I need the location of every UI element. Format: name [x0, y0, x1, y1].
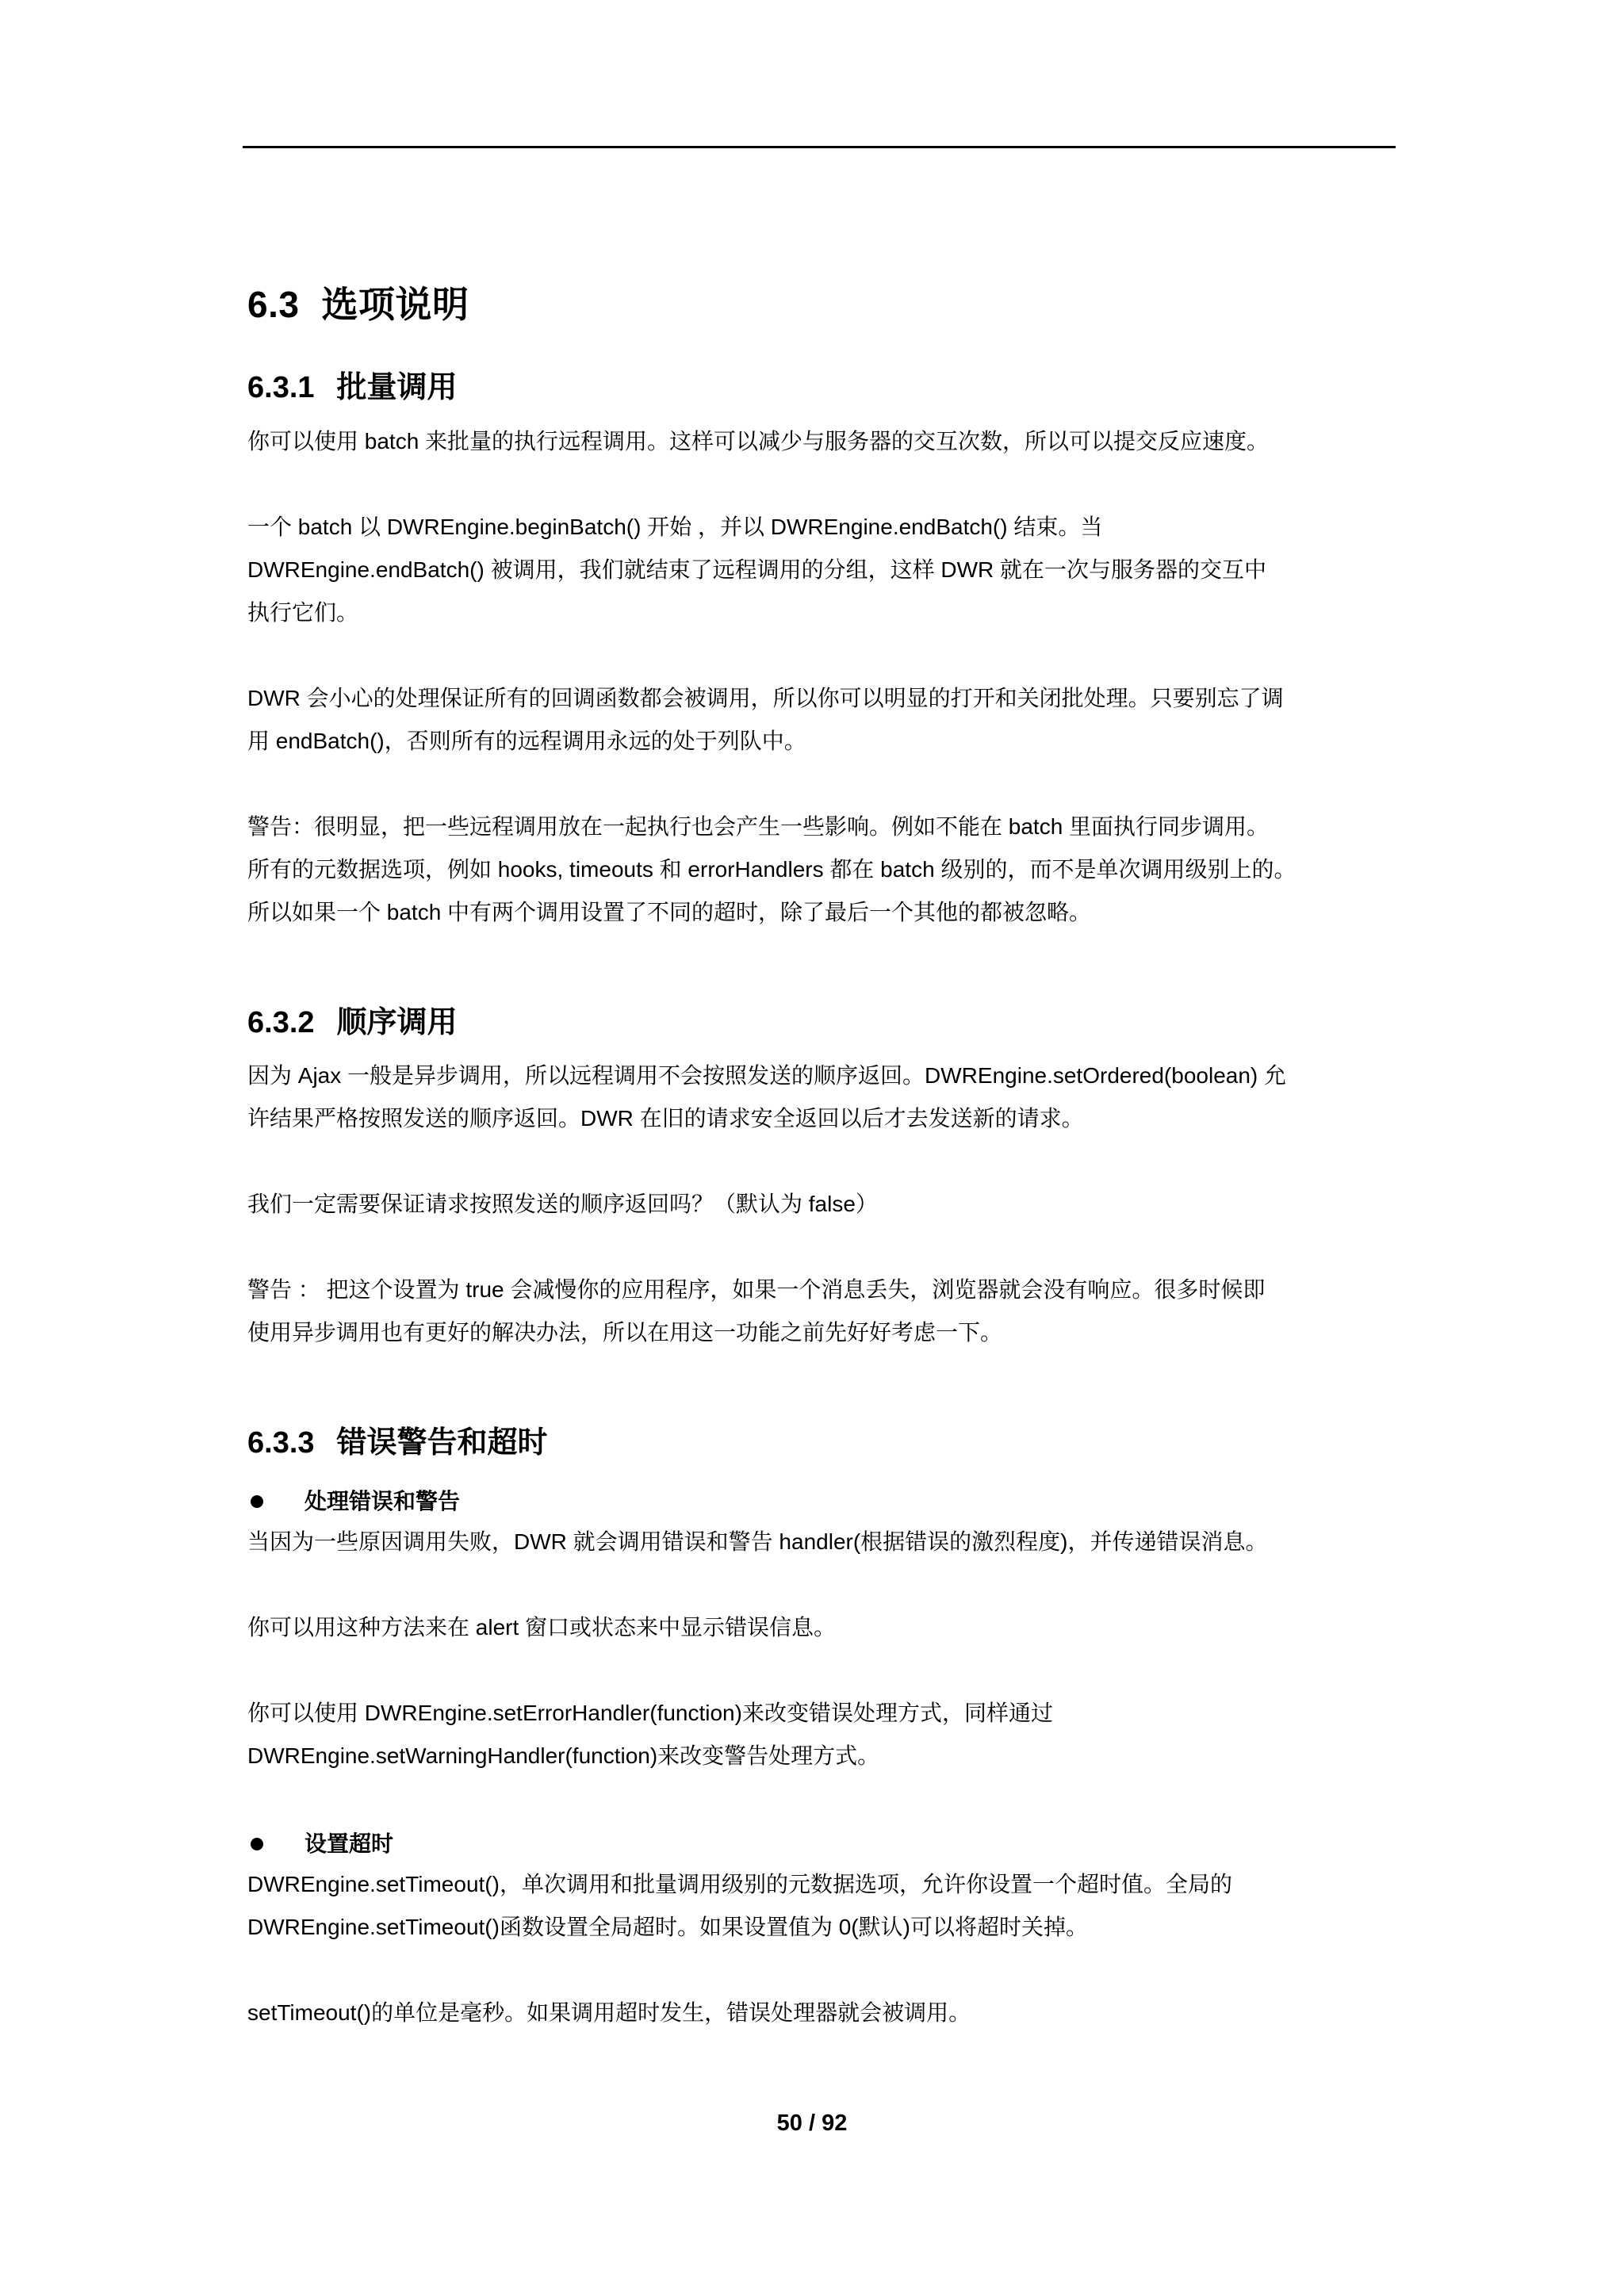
section-title: 选项说明: [321, 284, 469, 325]
subsection-heading-6-3-3: [247, 1418, 548, 1461]
subsection-title: 顺序调用: [336, 1006, 458, 1039]
paragraph-ordered-question: 我们一定需要保证请求按照发送的顺序返回吗？（默认为 false）: [247, 1192, 878, 1216]
section-number: 6.3: [247, 284, 300, 325]
subsection-number: 6.3.3: [247, 1426, 315, 1460]
bullet-dot-icon: [251, 1495, 263, 1508]
paragraph-set-timeout: DWREngine.setTimeout()，单次调用和批量调用级别的元数据选项，允许你设置一个超时值。全局的 DWREngine.setTimeout()函数设置全局超时。如果设置值为 0(默认)可以将超时关掉。: [247, 1872, 1232, 1939]
bullet-label: 设置超时: [304, 1831, 394, 1856]
paragraph-batch-begin-end: 一个 batch 以 DWREngine.beginBatch() 开始 ，并以 DWREngine.endBatch() 结束。当 DWREngine.endBatch() 被调用，我们就结束了远程调用的分组，这样 DWR 就在一次与服务器的交互中 执行它们。: [247, 515, 1267, 625]
header-rule: [243, 146, 1396, 148]
bullet-timeout: [247, 1827, 393, 1858]
bullet-error-warning: [247, 1484, 460, 1516]
subsection-title: 批量调用: [336, 371, 458, 404]
paragraph-ordered-warning: 警告 ： 把这个设置为 true 会减慢你的应用程序，如果一个消息丢失，浏览器就会没有响应。很多时候即 使用异步调用也有更好的解决办法，所以在用这一功能之前先好好考虑一下。: [247, 1277, 1266, 1345]
subsection-number: 6.3.1: [247, 371, 315, 404]
subsection-heading-6-3-1: [247, 362, 458, 406]
subsection-number: 6.3.2: [247, 1006, 315, 1039]
paragraph-batch-intro: 你可以使用 batch 来批量的执行远程调用。这样可以减少与服务器的交互次数，所以可以提交反应速度。: [247, 429, 1270, 453]
subsection-title: 错误警告和超时: [336, 1426, 548, 1460]
subsection-heading-6-3-2: [247, 997, 458, 1041]
paragraph-error-handler: 当因为一些原因调用失败，DWR 就会调用错误和警告 handler(根据错误的激烈程度)，并传递错误消息。: [247, 1529, 1268, 1554]
paragraph-timeout-unit: setTimeout()的单位是毫秒。如果调用超时发生，错误处理器就会被调用。: [247, 2000, 971, 2025]
bullet-label: 处理错误和警告: [304, 1489, 461, 1513]
paragraph-batch-callbacks: DWR 会小心的处理保证所有的回调函数都会被调用，所以你可以明显的打开和关闭批处理。只要别忘了调 用 endBatch()，否则所有的远程调用永远的处于列队中。: [247, 686, 1284, 753]
paragraph-batch-warning: 警告：很明显，把一些远程调用放在一起执行也会产生一些影响。例如不能在 batch 里面执行同步调用。 所有的元数据选项，例如 hooks, timeouts 和 errorHandlers 都在 batch 级别的，而不是单次调用级别上的。 所以如果一个 batch 中有两个调用设置了不同的超时，除了最后一个其他的都被忽略。: [247, 814, 1297, 924]
paragraph-ordered-intro: 因为 Ajax 一般是异步调用，所以远程调用不会按照发送的顺序返回。DWREngine.setOrdered(boolean) 允 许结果严格按照发送的顺序返回。DWR 在旧的请求安全返回以后才去发送新的请求。: [247, 1063, 1287, 1131]
page-number: 50 / 92: [776, 2110, 848, 2136]
paragraph-error-alert: 你可以用这种方法来在 alert 窗口或状态来中显示错误信息。: [247, 1615, 837, 1640]
section-heading: [247, 276, 469, 328]
paragraph-set-handlers: 你可以使用 DWREngine.setErrorHandler(function)来改变错误处理方式，同样通过 DWREngine.setWarningHandler(function)来改变警告处理方式。: [247, 1701, 1053, 1768]
bullet-dot-icon: [251, 1838, 263, 1850]
